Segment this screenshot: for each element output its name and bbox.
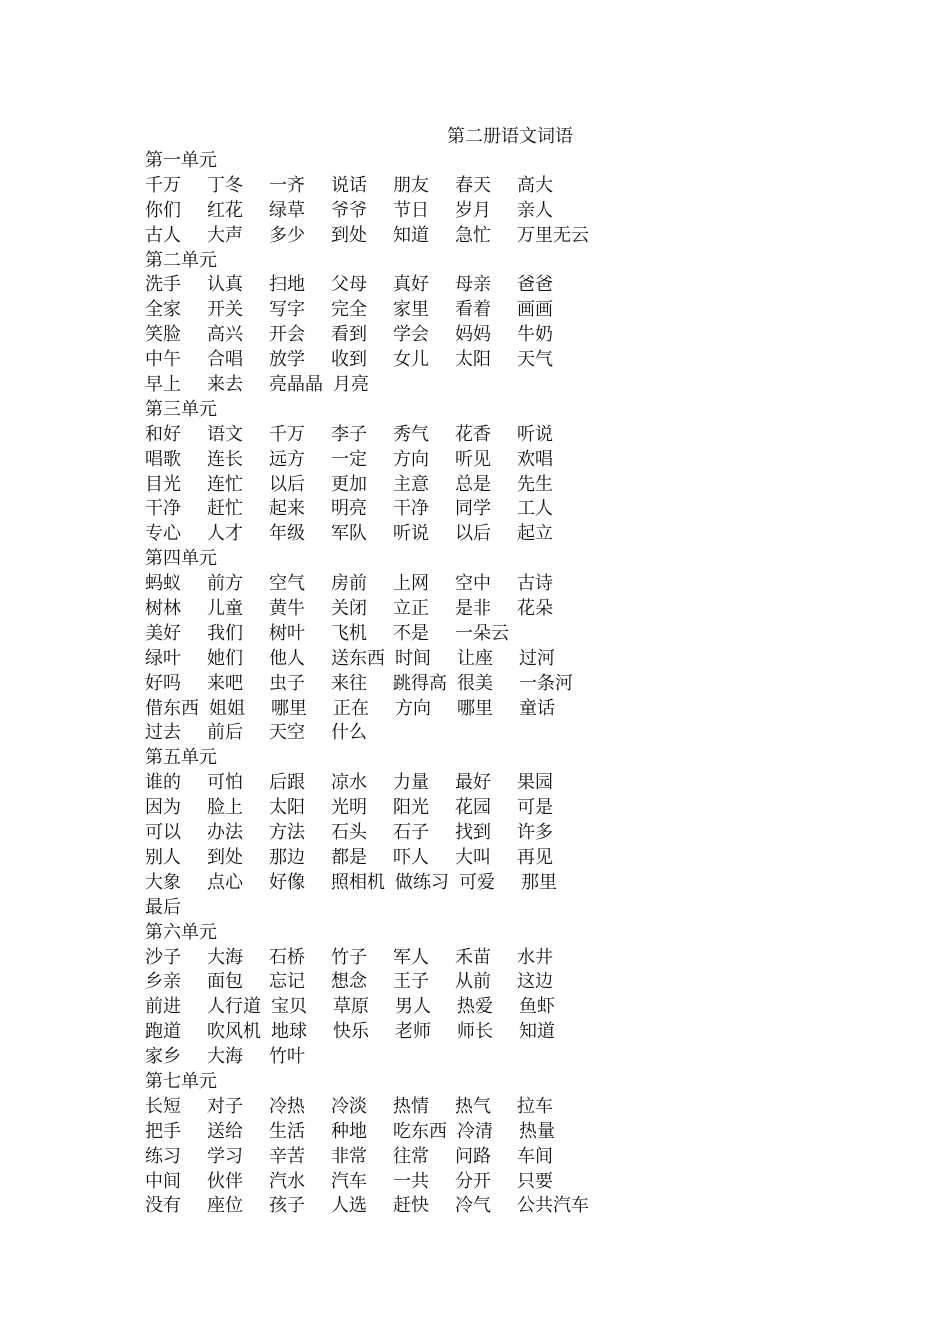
word: 种地 <box>331 1120 367 1142</box>
word: 方法 <box>269 822 305 844</box>
word: 中间 <box>145 1170 181 1192</box>
word: 千万 <box>269 423 305 445</box>
word: 跑道 <box>145 1021 181 1043</box>
word: 欢唱 <box>517 448 553 470</box>
word-row <box>145 1045 845 1070</box>
word: 阳光 <box>393 797 429 819</box>
word: 万里无云 <box>517 224 589 246</box>
word: 虫子 <box>269 672 305 694</box>
word: 父母 <box>331 274 367 296</box>
word: 人选 <box>331 1195 367 1217</box>
word: 做练习 <box>395 871 449 893</box>
word-row <box>145 946 845 971</box>
word: 大海 <box>207 1046 243 1068</box>
word: 到处 <box>207 846 243 868</box>
word: 花香 <box>455 423 491 445</box>
word: 找到 <box>455 822 491 844</box>
unit-heading: 第三单元 <box>145 398 217 420</box>
word: 连长 <box>207 448 243 470</box>
word: 说话 <box>331 174 367 196</box>
word-row <box>145 473 845 498</box>
word: 人才 <box>207 523 243 545</box>
word: 语文 <box>207 423 243 445</box>
word: 草原 <box>333 996 369 1018</box>
word: 忘记 <box>269 971 305 993</box>
word: 别人 <box>145 846 181 868</box>
word-row <box>145 771 845 796</box>
word: 黄牛 <box>269 598 305 620</box>
word: 乡亲 <box>145 971 181 993</box>
word-row <box>145 995 845 1020</box>
word: 赶快 <box>393 1195 429 1217</box>
word: 绿叶 <box>145 647 181 669</box>
word: 学习 <box>207 1145 243 1167</box>
word: 先生 <box>517 473 553 495</box>
word: 男人 <box>395 996 431 1018</box>
word-row <box>145 522 845 547</box>
word: 爷爷 <box>331 199 367 221</box>
word: 好像 <box>269 871 305 893</box>
word: 照相机 <box>331 871 385 893</box>
word: 冷清 <box>457 1120 493 1142</box>
word: 一朵云 <box>455 622 509 644</box>
word: 从前 <box>455 971 491 993</box>
word: 石头 <box>331 822 367 844</box>
word: 高兴 <box>207 324 243 346</box>
word: 太阳 <box>455 349 491 371</box>
word: 蚂蚁 <box>145 573 181 595</box>
word: 把手 <box>145 1120 181 1142</box>
word: 可是 <box>517 797 553 819</box>
word-row <box>145 647 845 672</box>
word: 想念 <box>331 971 367 993</box>
word: 可怕 <box>207 772 243 794</box>
unit-heading: 第六单元 <box>145 921 217 943</box>
word: 只要 <box>517 1170 553 1192</box>
word: 大象 <box>145 871 181 893</box>
word: 赶忙 <box>207 498 243 520</box>
word: 起立 <box>517 523 553 545</box>
word: 吃东西 <box>393 1120 447 1142</box>
word-row <box>145 970 845 995</box>
word: 秀气 <box>393 423 429 445</box>
word-row <box>145 323 845 348</box>
word: 千万 <box>145 174 181 196</box>
word: 练习 <box>145 1145 181 1167</box>
word-row <box>145 697 845 722</box>
word: 我们 <box>207 622 243 644</box>
word: 画画 <box>517 299 553 321</box>
word-row <box>145 821 845 846</box>
word-row <box>145 672 845 697</box>
word: 飞机 <box>331 622 367 644</box>
word: 汽车 <box>331 1170 367 1192</box>
word: 果园 <box>517 772 553 794</box>
word: 古人 <box>145 224 181 246</box>
word: 他人 <box>269 647 305 669</box>
word: 沙子 <box>145 946 181 968</box>
word: 面包 <box>207 971 243 993</box>
word-row <box>145 174 845 199</box>
word: 干净 <box>393 498 429 520</box>
unit-heading: 第二单元 <box>145 249 217 271</box>
word-list <box>145 149 845 1219</box>
word: 好吗 <box>145 672 181 694</box>
word: 多少 <box>269 224 305 246</box>
word: 洗手 <box>145 274 181 296</box>
word: 可爱 <box>459 871 495 893</box>
unit-heading: 第七单元 <box>145 1070 217 1092</box>
word: 你们 <box>145 199 181 221</box>
word: 岁月 <box>455 199 491 221</box>
word: 知道 <box>519 1021 555 1043</box>
word: 关闭 <box>331 598 367 620</box>
word: 远方 <box>269 448 305 470</box>
word: 竹子 <box>331 946 367 968</box>
word: 看着 <box>455 299 491 321</box>
word: 李子 <box>331 423 367 445</box>
word: 对子 <box>207 1095 243 1117</box>
word: 冷热 <box>269 1095 305 1117</box>
word: 看到 <box>331 324 367 346</box>
word: 吹风机 <box>207 1021 261 1043</box>
word: 力量 <box>393 772 429 794</box>
word-row <box>145 273 845 298</box>
word: 快乐 <box>333 1021 369 1043</box>
word: 长短 <box>145 1095 181 1117</box>
word: 过河 <box>519 647 555 669</box>
word: 美好 <box>145 622 181 644</box>
word-row <box>145 796 845 821</box>
word: 听说 <box>393 523 429 545</box>
word-row <box>145 298 845 323</box>
word: 分开 <box>455 1170 491 1192</box>
word-row <box>145 348 845 373</box>
word: 她们 <box>207 647 243 669</box>
word: 一条河 <box>519 672 573 694</box>
word: 宝贝 <box>271 996 307 1018</box>
word: 跳得高 <box>393 672 447 694</box>
word: 大海 <box>207 946 243 968</box>
word: 水井 <box>517 946 553 968</box>
word-row <box>145 373 845 398</box>
word: 合唱 <box>207 349 243 371</box>
word-row <box>145 497 845 522</box>
word: 到处 <box>331 224 367 246</box>
document-title: 第二册语文词语 <box>447 126 573 147</box>
word: 同学 <box>455 498 491 520</box>
word: 都是 <box>331 846 367 868</box>
word: 中午 <box>145 349 181 371</box>
word: 和好 <box>145 423 181 445</box>
word-row <box>145 572 845 597</box>
word: 点心 <box>207 871 243 893</box>
word: 一齐 <box>269 174 305 196</box>
word: 让座 <box>457 647 493 669</box>
word: 老师 <box>395 1021 431 1043</box>
word: 正在 <box>333 697 369 719</box>
word-row <box>145 1145 845 1170</box>
word: 姐姐 <box>209 697 245 719</box>
word: 辛苦 <box>269 1145 305 1167</box>
word: 童话 <box>519 697 555 719</box>
word: 没有 <box>145 1195 181 1217</box>
word: 上网 <box>393 573 429 595</box>
word: 伙伴 <box>207 1170 243 1192</box>
unit-heading: 第一单元 <box>145 150 217 171</box>
word-row <box>145 199 845 224</box>
word: 空气 <box>269 573 305 595</box>
word-row <box>145 597 845 622</box>
word: 地球 <box>271 1021 307 1043</box>
word: 后跟 <box>269 772 305 794</box>
word: 真好 <box>393 274 429 296</box>
word: 军队 <box>331 523 367 545</box>
word-row <box>145 1095 845 1120</box>
word: 完全 <box>331 299 367 321</box>
unit-heading: 第四单元 <box>145 548 217 570</box>
word: 丁冬 <box>207 174 243 196</box>
word: 急忙 <box>455 224 491 246</box>
word: 非常 <box>331 1145 367 1167</box>
word: 扫地 <box>269 274 305 296</box>
word: 竹叶 <box>269 1046 305 1068</box>
word: 公共汽车 <box>517 1195 589 1217</box>
word-row <box>145 622 845 647</box>
word: 石桥 <box>269 946 305 968</box>
word: 树叶 <box>269 622 305 644</box>
word: 大声 <box>207 224 243 246</box>
word: 连忙 <box>207 473 243 495</box>
word: 哪里 <box>457 697 493 719</box>
unit-heading: 第五单元 <box>145 747 217 769</box>
word: 朋友 <box>393 174 429 196</box>
word-row <box>145 871 845 896</box>
word: 谁的 <box>145 772 181 794</box>
word: 红花 <box>207 199 243 221</box>
word: 房前 <box>331 573 367 595</box>
word: 笑脸 <box>145 324 181 346</box>
word-row <box>145 1194 845 1219</box>
word: 办法 <box>207 822 243 844</box>
word-row <box>145 721 845 746</box>
word: 来往 <box>331 672 367 694</box>
word: 送给 <box>207 1120 243 1142</box>
word: 时间 <box>395 647 431 669</box>
word: 前后 <box>207 722 243 744</box>
word-row <box>145 448 845 473</box>
word: 送东西 <box>331 647 385 669</box>
word: 师长 <box>457 1021 493 1043</box>
word: 那里 <box>521 871 557 893</box>
word: 主意 <box>393 473 429 495</box>
word: 往常 <box>393 1145 429 1167</box>
word: 树林 <box>145 598 181 620</box>
word: 什么 <box>331 722 367 744</box>
word-row <box>145 896 845 921</box>
word: 问路 <box>455 1145 491 1167</box>
word: 是非 <box>455 598 491 620</box>
word: 前方 <box>207 573 243 595</box>
word: 认真 <box>207 274 243 296</box>
word: 吓人 <box>393 846 429 868</box>
word: 天气 <box>517 349 553 371</box>
word: 天空 <box>269 722 305 744</box>
word: 听说 <box>517 423 553 445</box>
word: 家乡 <box>145 1046 181 1068</box>
word: 冷气 <box>455 1195 491 1217</box>
word-row <box>145 846 845 871</box>
word: 太阳 <box>269 797 305 819</box>
word: 光明 <box>331 797 367 819</box>
word: 热量 <box>519 1120 555 1142</box>
word: 生活 <box>269 1120 305 1142</box>
word: 一共 <box>393 1170 429 1192</box>
word: 再见 <box>517 846 553 868</box>
word: 哪里 <box>271 697 307 719</box>
word: 方向 <box>395 697 431 719</box>
word-row <box>145 423 845 448</box>
word: 专心 <box>145 523 181 545</box>
word: 放学 <box>269 349 305 371</box>
word: 来吧 <box>207 672 243 694</box>
word: 花园 <box>455 797 491 819</box>
word: 以后 <box>269 473 305 495</box>
word: 立正 <box>393 598 429 620</box>
word: 母亲 <box>455 274 491 296</box>
word: 花朵 <box>517 598 553 620</box>
word-row <box>145 1120 845 1145</box>
word: 人行道 <box>207 996 261 1018</box>
word: 知道 <box>393 224 429 246</box>
word: 绿草 <box>269 199 305 221</box>
word: 最好 <box>455 772 491 794</box>
word: 唱歌 <box>145 448 181 470</box>
word: 收到 <box>331 349 367 371</box>
word: 古诗 <box>517 573 553 595</box>
word: 方向 <box>393 448 429 470</box>
word: 热情 <box>393 1095 429 1117</box>
word: 开会 <box>269 324 305 346</box>
word: 明亮 <box>331 498 367 520</box>
word-row <box>145 224 845 249</box>
word: 军人 <box>393 946 429 968</box>
word: 以后 <box>455 523 491 545</box>
word: 王子 <box>393 971 429 993</box>
word: 那边 <box>269 846 305 868</box>
word: 热爱 <box>457 996 493 1018</box>
word: 高大 <box>517 174 553 196</box>
word: 汽水 <box>269 1170 305 1192</box>
word: 可以 <box>145 822 181 844</box>
word: 目光 <box>145 473 181 495</box>
word: 全家 <box>145 299 181 321</box>
word: 春天 <box>455 174 491 196</box>
word: 牛奶 <box>517 324 553 346</box>
word: 爸爸 <box>517 274 553 296</box>
word: 脸上 <box>207 797 243 819</box>
word: 亮晶晶 <box>269 374 323 396</box>
word: 热气 <box>455 1095 491 1117</box>
word: 因为 <box>145 797 181 819</box>
word: 早上 <box>145 374 181 396</box>
word: 总是 <box>455 473 491 495</box>
word: 很美 <box>457 672 493 694</box>
word: 空中 <box>455 573 491 595</box>
word: 许多 <box>517 822 553 844</box>
word: 石子 <box>393 822 429 844</box>
word: 月亮 <box>333 374 369 396</box>
word: 干净 <box>145 498 181 520</box>
word: 冷淡 <box>331 1095 367 1117</box>
word: 前进 <box>145 996 181 1018</box>
word: 大叫 <box>455 846 491 868</box>
word: 借东西 <box>145 697 199 719</box>
word: 年级 <box>269 523 305 545</box>
word: 工人 <box>517 498 553 520</box>
word: 凉水 <box>331 772 367 794</box>
word: 节日 <box>393 199 429 221</box>
word: 过去 <box>145 722 181 744</box>
word: 妈妈 <box>455 324 491 346</box>
word: 这边 <box>517 971 553 993</box>
word: 家里 <box>393 299 429 321</box>
word: 禾苗 <box>455 946 491 968</box>
word-row <box>145 1020 845 1045</box>
word: 最后 <box>145 896 181 918</box>
word: 学会 <box>393 324 429 346</box>
word: 车间 <box>517 1145 553 1167</box>
word: 儿童 <box>207 598 243 620</box>
word: 一定 <box>331 448 367 470</box>
word: 听见 <box>455 448 491 470</box>
word: 写字 <box>269 299 305 321</box>
word-row <box>145 1170 845 1195</box>
word: 拉车 <box>517 1095 553 1117</box>
word: 开关 <box>207 299 243 321</box>
word: 更加 <box>331 473 367 495</box>
word: 座位 <box>207 1195 243 1217</box>
word: 孩子 <box>269 1195 305 1217</box>
word: 鱼虾 <box>519 996 555 1018</box>
word: 起来 <box>269 498 305 520</box>
word: 来去 <box>207 374 243 396</box>
word: 不是 <box>393 622 429 644</box>
word: 亲人 <box>517 199 553 221</box>
word: 女儿 <box>393 349 429 371</box>
